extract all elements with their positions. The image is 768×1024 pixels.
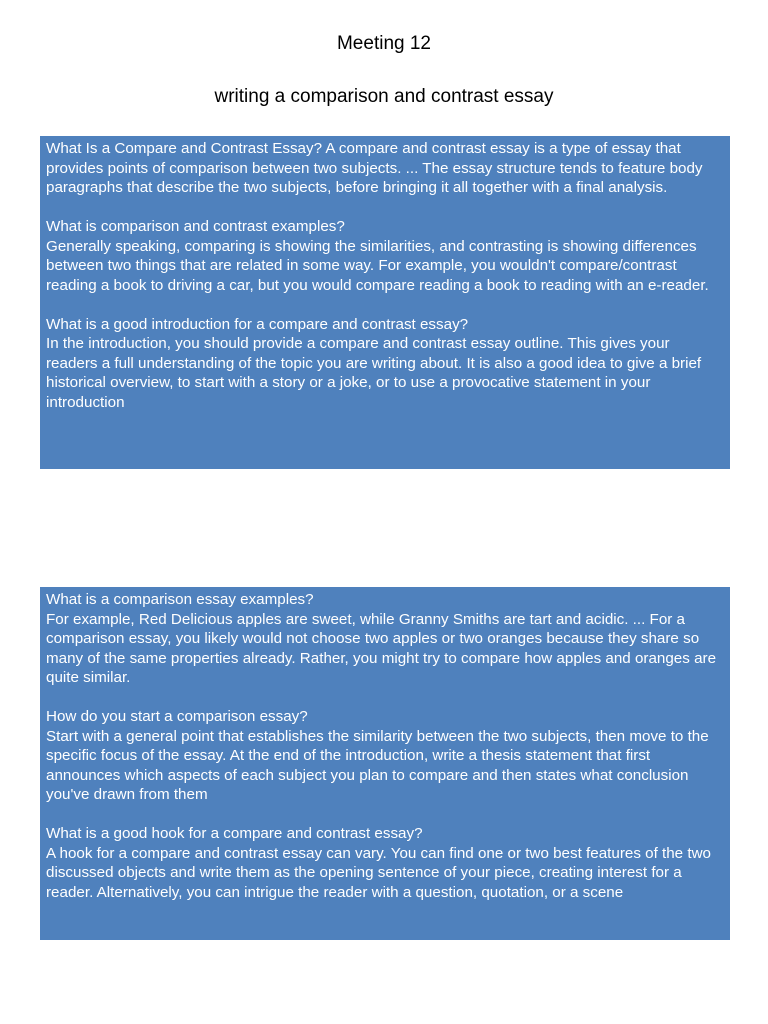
answer-text: Start with a general point that establishes the similarity between the two subjects, then move to the specific focus of the essay. At the end of the introduction, write a thesis statement that first announces which aspects of each subject you plan to compare and then states what conclusion you've drawn from them (46, 727, 709, 803)
question-text: How do you start a comparison essay? (46, 708, 308, 725)
essay-title: writing a comparison and contrast essay (214, 86, 554, 107)
qa-panel-2 (40, 587, 730, 940)
qa-item (46, 139, 724, 198)
answer-text: A hook for a compare and contrast essay can vary. You can find one or two best features of the two discussed objects and write them as the opening sentence of your piece, creating interest for a reader. Alternatively, you can intrigue the reader with a question, quotation, or a scene (46, 844, 711, 901)
qa-item (46, 590, 724, 688)
question-text: What is a good hook for a compare and contrast essay? (46, 825, 423, 842)
qa-panel-1 (40, 136, 730, 469)
question-text: What is a comparison essay examples? (46, 591, 314, 608)
answer-text: A compare and contrast essay is a type of essay that provides points of comparison between two subjects. ... The essay structure tends to feature body paragraphs that describe the two subjects, before bringing it all together with a final analysis. (46, 140, 703, 196)
question-text: What Is a Compare and Contrast Essay? (46, 140, 323, 157)
qa-item (46, 707, 724, 805)
question-text: What is a good introduction for a compare and contrast essay? (46, 315, 469, 333)
answer-text: For example, Red Delicious apples are sweet, while Granny Smiths are tart and acidic. ... For a comparison essay, you likely would not choose two apples or two oranges because they share so many of the same properties already. Rather, you might try to compare how apples and oranges are quite similar. (46, 610, 717, 686)
meeting-title: Meeting 12 (336, 33, 431, 54)
qa-item (46, 824, 724, 902)
answer-text: Generally speaking, comparing is showing the similarities, and contrasting is showing differences between two things that are related in some way. For example, you wouldn't compare/contrast reading a book to driving a car, but you would compare reading a book to reading with an e-reader. (46, 237, 709, 294)
question-text: What is comparison and contrast examples? (46, 218, 345, 235)
qa-item (46, 217, 724, 295)
qa-item (46, 315, 724, 413)
answer-text: In the introduction, you should provide a compare and contrast essay outline. This gives your readers a full understanding of the topic you are writing about. It is also a good idea to give a brief historical overview, to start with a story or a joke, or to use a provocative statement in your introduction (46, 335, 702, 411)
